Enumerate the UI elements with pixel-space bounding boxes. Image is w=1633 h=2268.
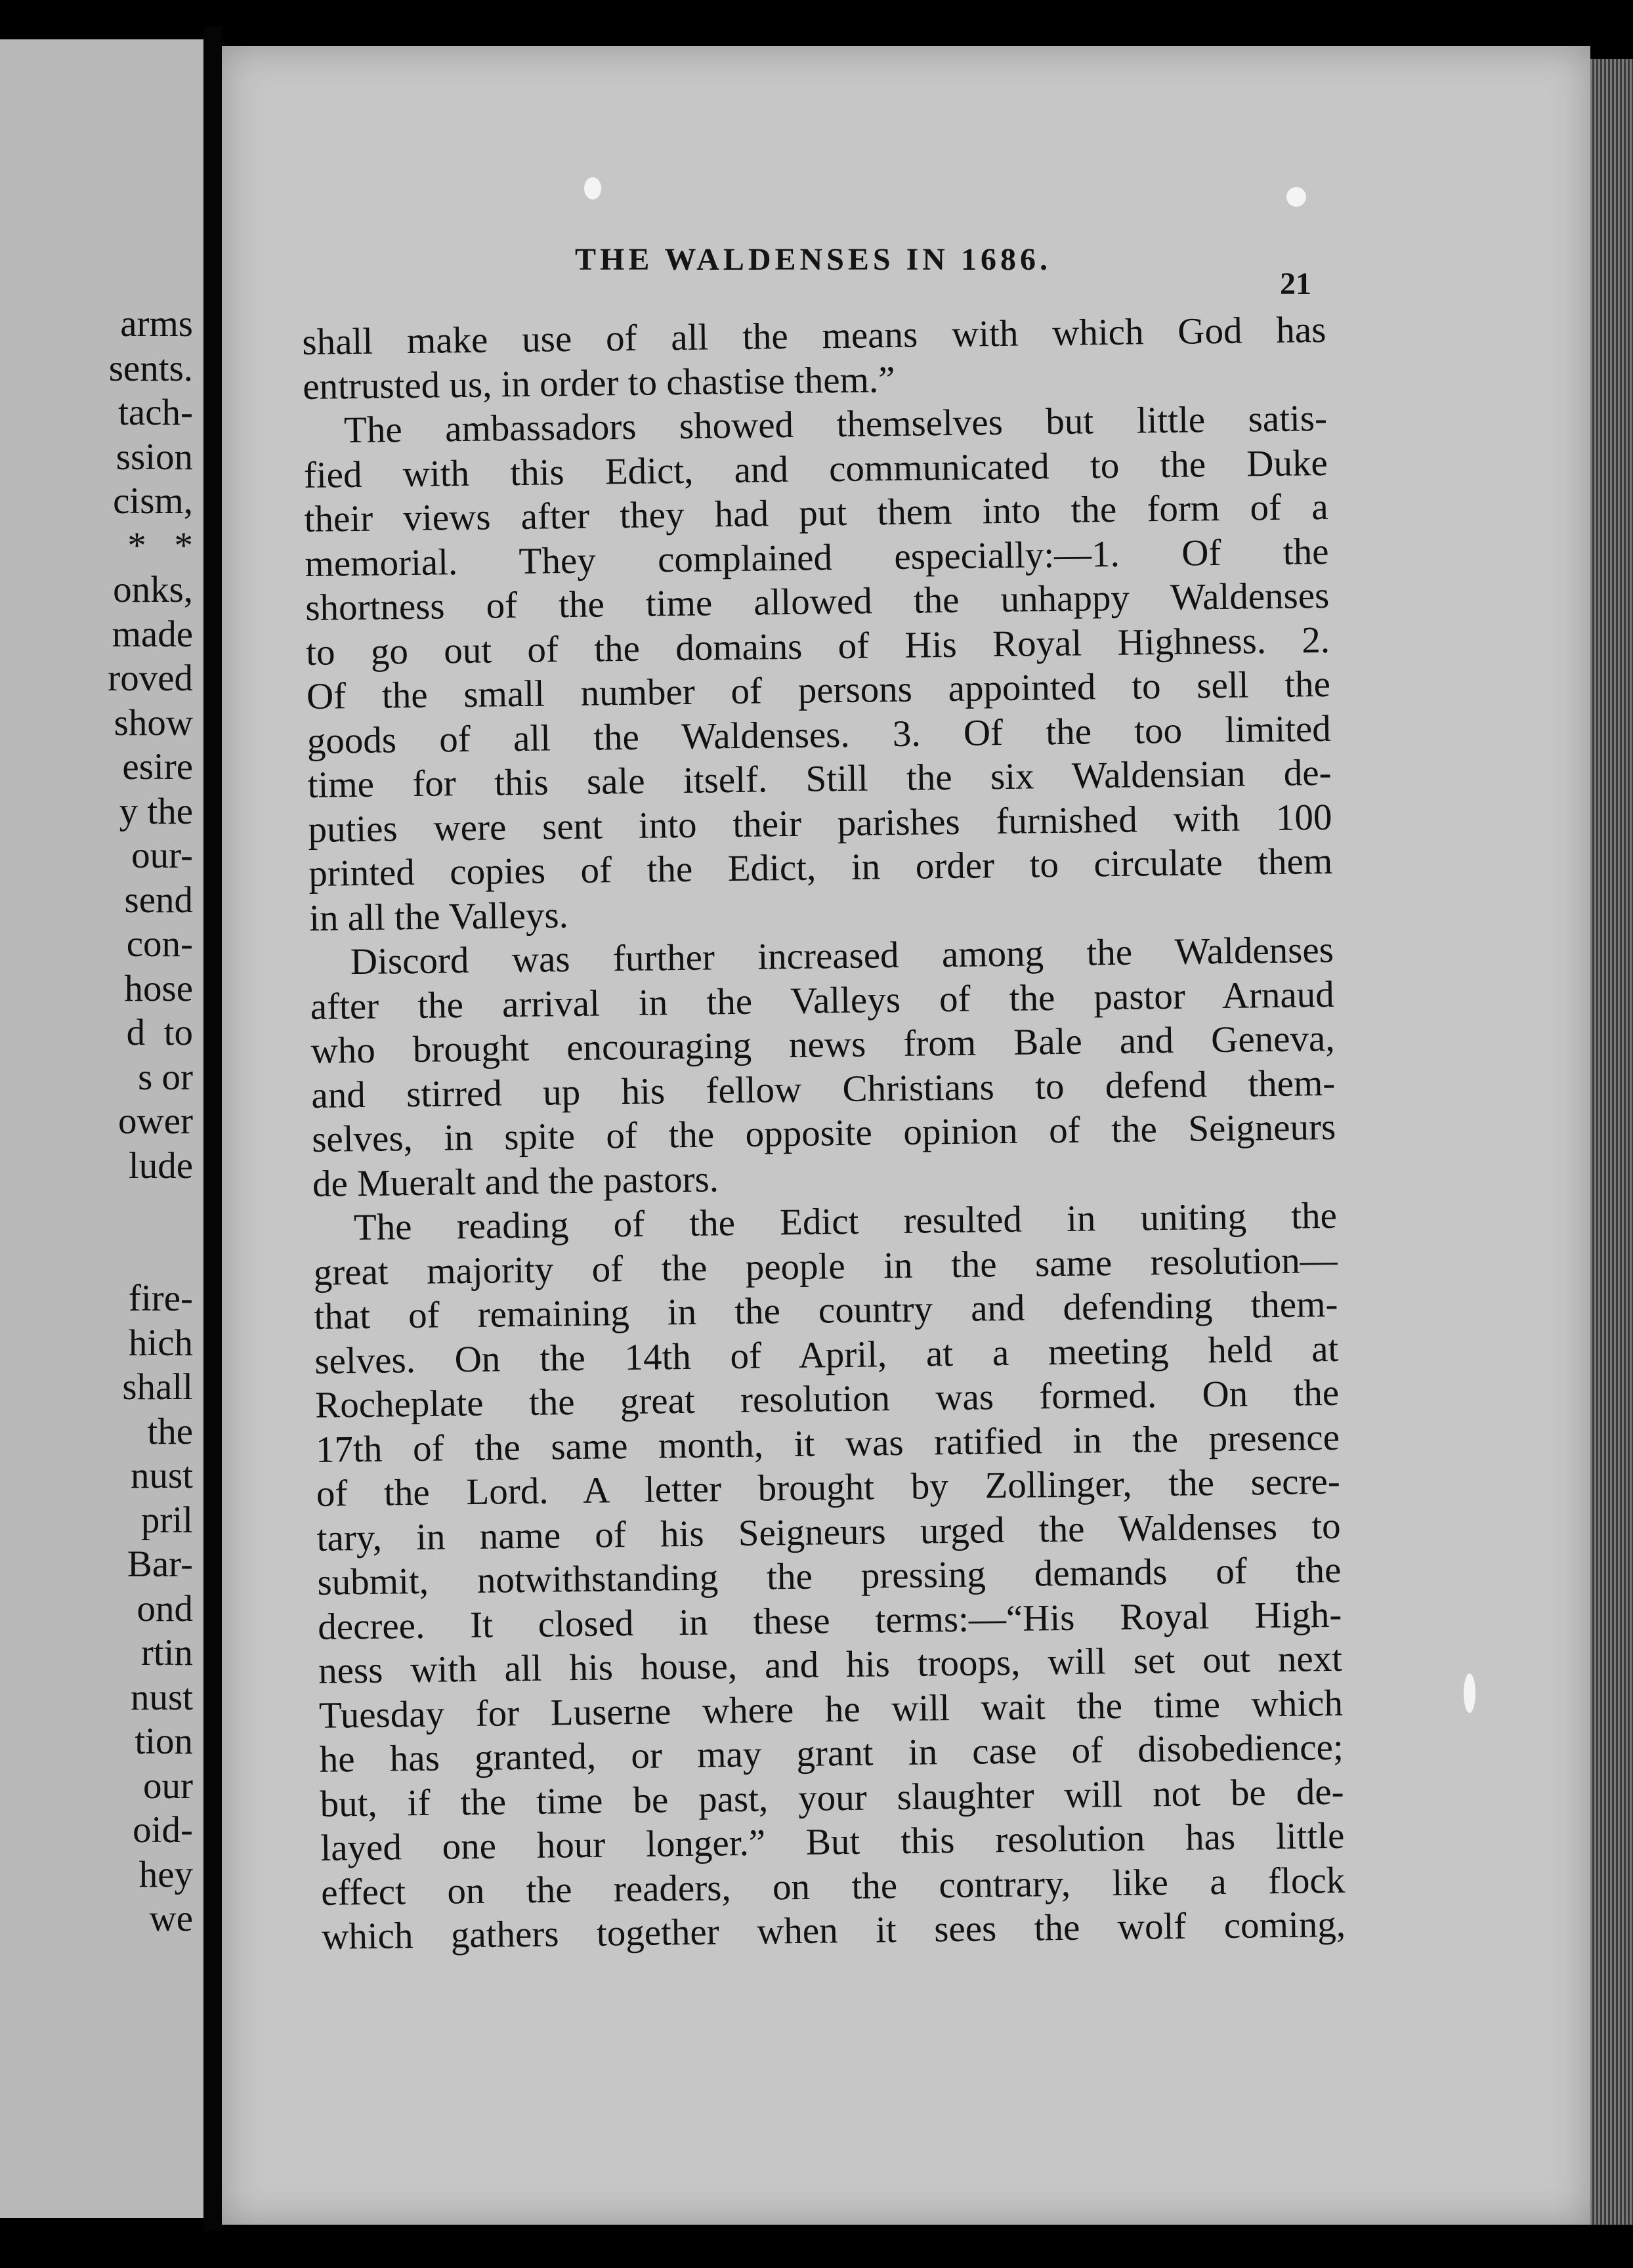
text-line: The ambassadors showed themselves but little satis- [343, 397, 1328, 452]
running-head: THE WALDENSES IN 1686. [575, 242, 1051, 277]
text-line: goods of all the Waldenses. 3. Of the too limited [307, 707, 1332, 762]
text-line: shortness of the time allowed the unhappy Waldenses [305, 574, 1330, 629]
left-page-fragment: pril [140, 1499, 193, 1541]
text-line: which gathers together when it sees the wolf coming, [321, 1903, 1346, 1958]
text-line: layed one hour longer.” But this resolution has little [320, 1815, 1345, 1869]
text-line: Tuesday for Luserne where he will wait the time which [318, 1682, 1344, 1736]
left-page-fragment: ssion [116, 436, 193, 478]
text-line: 17th of the same month, it was ratified in the presence [315, 1416, 1340, 1471]
left-facing-page [0, 39, 203, 2218]
left-page-fragment: the [147, 1410, 193, 1452]
left-page-fragment [108, 1232, 193, 1277]
text-line: and stirred up his fellow Christians to defend them- [311, 1062, 1336, 1116]
left-page-fragment: shall [122, 1366, 193, 1408]
left-page-fragment: our- [131, 835, 193, 876]
text-line: but, if the time be past, your slaughter will not be de- [320, 1771, 1344, 1825]
text-line: tary, in name of his Seigneurs urged the Waldenses to [316, 1505, 1341, 1559]
left-page-fragment: our [143, 1765, 193, 1807]
page-number: 21 [1280, 266, 1311, 301]
text-line: selves. On the 14th of April, at a meeting held at [314, 1328, 1339, 1382]
text-line: their views after they had put them into the form of a [304, 486, 1328, 540]
text-line: submit, notwithstanding the pressing demands of the [317, 1549, 1342, 1603]
left-page-fragment: tion [135, 1721, 193, 1762]
text-line: Discord was further increased among the Waldenses [350, 929, 1334, 983]
left-page-fragment: d to [126, 1012, 193, 1053]
text-line: puties were sent into their parishes furnished with 100 [308, 796, 1332, 850]
left-page-fragment: y the [119, 790, 193, 832]
left-page-fragment: sents. [108, 347, 193, 389]
scan-speck [1464, 1673, 1475, 1713]
left-page-fragment: * * [127, 524, 193, 566]
left-page-fragment: s or [138, 1056, 193, 1098]
text-line: The reading of the Edict resulted in uniting the [353, 1194, 1338, 1249]
left-page-fragment: nust [130, 1455, 193, 1496]
text-line: that of remaining in the country and defending them- [314, 1283, 1338, 1337]
text-line: effect on the readers, on the contrary, like a flock [320, 1859, 1346, 1914]
page-edges [1590, 59, 1633, 2225]
text-line: shall make use of all the means with which God has [302, 308, 1326, 363]
left-page-fragment [108, 1188, 193, 1232]
text-line: of the Lord. A letter brought by Zollinger, the secre- [316, 1460, 1341, 1515]
left-page-fragment: hey [138, 1853, 193, 1895]
text-line: fied with this Edict, and communicated to the Duke [303, 442, 1328, 496]
text-line: ness with all his house, and his troops, will set out next [318, 1637, 1343, 1692]
left-page-fragment: arms [120, 303, 193, 345]
text-line: selves, in spite of the opposite opinion of the Seigneurs [311, 1106, 1336, 1160]
left-page-fragment: nust [130, 1676, 193, 1718]
left-page-fragment: hich [128, 1322, 193, 1364]
scan-speck [584, 177, 601, 200]
left-page-text-fragments [108, 302, 193, 1941]
text-line: decree. It closed in these terms:—“His Royal High- [317, 1593, 1342, 1648]
left-page-fragment: roved [108, 658, 193, 699]
left-page-fragment: hose [124, 967, 193, 1009]
left-page-fragment: Bar- [127, 1544, 193, 1585]
left-page-fragment: lude [128, 1144, 193, 1186]
left-page-fragment: show [114, 702, 193, 744]
left-page-fragment: con- [126, 923, 193, 965]
left-page-fragment: oid- [133, 1809, 193, 1851]
left-page-fragment: we [149, 1898, 193, 1939]
scan-speck [1286, 187, 1306, 207]
body-text [302, 308, 1346, 1959]
text-line: time for this sale itself. Still the six Waldensian de- [307, 751, 1332, 806]
left-page-fragment: send [124, 879, 193, 921]
text-line: great majority of the people in the same resolution— [313, 1239, 1338, 1293]
left-page-fragment: cism, [113, 480, 193, 522]
text-line: printed copies of the Edict, in order to circulate them [308, 840, 1333, 894]
text-line: in all the Valleys. [308, 894, 569, 939]
text-line: who brought encouraging news from Bale and Geneva, [310, 1017, 1335, 1072]
text-line: after the arrival in the Valleys of the pastor Arnaud [310, 973, 1335, 1028]
text-line: to go out of the domains of His Royal Highness. 2. [305, 619, 1330, 673]
left-page-fragment: ower [118, 1101, 193, 1142]
left-page-fragment: onks, [113, 569, 193, 610]
text-line: he has granted, or may grant in case of disobedience; [319, 1726, 1344, 1780]
text-line: memorial. They complained especially:—1. Of the [305, 530, 1329, 585]
left-page-fragment: made [112, 613, 193, 655]
left-page-fragment: tach- [118, 392, 193, 433]
text-line: entrusted us, in order to chastise them.” [302, 358, 895, 408]
text-line: Of the small number of persons appointed to sell the [306, 663, 1331, 717]
text-line: Rocheplate the great resolution was formed. On the [314, 1372, 1340, 1426]
text-line: de Mueralt and the pastors. [312, 1158, 719, 1205]
left-page-fragment: rtin [140, 1632, 193, 1673]
left-page-fragment: fire- [128, 1278, 193, 1319]
book-gutter [203, 26, 222, 2231]
left-page-fragment: esire [122, 746, 193, 788]
left-page-fragment: ond [137, 1587, 193, 1629]
